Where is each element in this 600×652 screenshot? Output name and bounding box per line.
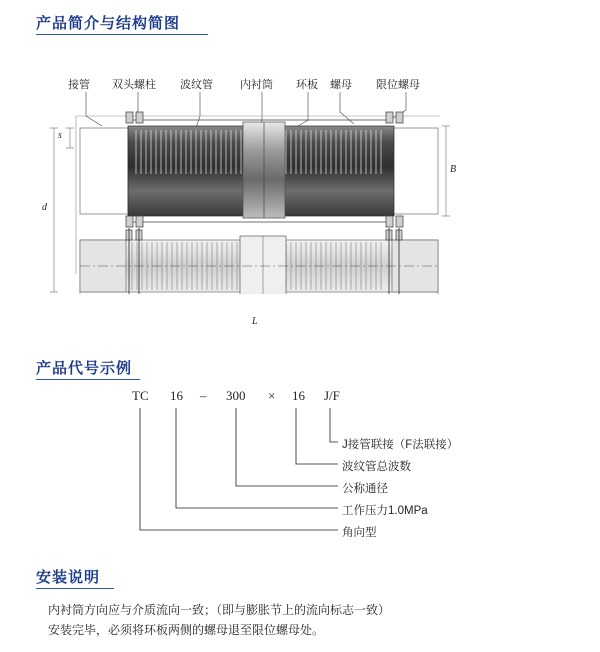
code-part-1: 16 bbox=[170, 388, 183, 403]
install-note-line-1: 安装完毕，必须将环板两侧的螺母退至限位螺母处。 bbox=[48, 623, 325, 637]
section-title-code-underline bbox=[36, 379, 140, 380]
dimension-label-B: B bbox=[450, 164, 457, 175]
section-title-structure-underline bbox=[36, 34, 208, 35]
code-part-0: TC bbox=[132, 388, 149, 403]
structure-diagram-svg bbox=[40, 64, 560, 294]
section-title-install-underline bbox=[36, 588, 114, 589]
code-legend-2: 公称通径 bbox=[342, 483, 388, 495]
code-part-2: – bbox=[200, 388, 207, 403]
code-legend-3: 工作压力1.0MPa bbox=[342, 505, 428, 517]
code-part-3: 300 bbox=[226, 388, 246, 403]
code-part-4: × bbox=[268, 388, 276, 403]
install-notes bbox=[48, 600, 568, 640]
callout-label-6: 限位螺母 bbox=[376, 79, 420, 91]
callout-label-3: 内衬筒 bbox=[240, 79, 273, 91]
section-title-install: 安装说明 bbox=[36, 569, 101, 586]
dimension-label-s: s bbox=[58, 130, 62, 141]
structure-diagram bbox=[40, 64, 560, 327]
dimension-label-d: d bbox=[42, 202, 47, 213]
product-code-diagram bbox=[40, 388, 560, 548]
dimension-label-L: L bbox=[252, 316, 258, 327]
callout-label-5: 螺母 bbox=[330, 79, 352, 91]
code-legend-0: J接管联接（F法联接） bbox=[342, 439, 459, 451]
section-title-structure: 产品简介与结构简图 bbox=[36, 15, 181, 32]
code-legend-4: 角向型 bbox=[342, 527, 377, 539]
product-code-leader-lines bbox=[40, 402, 560, 552]
callout-label-0: 接管 bbox=[68, 79, 90, 91]
section-title-code: 产品代号示例 bbox=[36, 360, 133, 377]
callout-label-2: 波纹管 bbox=[180, 79, 213, 91]
install-note-line-0: 内衬筒方向应与介质流向一致；（即与膨胀节上的流向标志一致） bbox=[48, 603, 391, 617]
code-legend-1: 波纹管总波数 bbox=[342, 461, 411, 473]
callout-label-1: 双头螺柱 bbox=[112, 79, 156, 91]
callout-label-4: 环板 bbox=[296, 79, 318, 91]
code-part-6: J/F bbox=[324, 388, 340, 403]
code-part-5: 16 bbox=[292, 388, 305, 403]
